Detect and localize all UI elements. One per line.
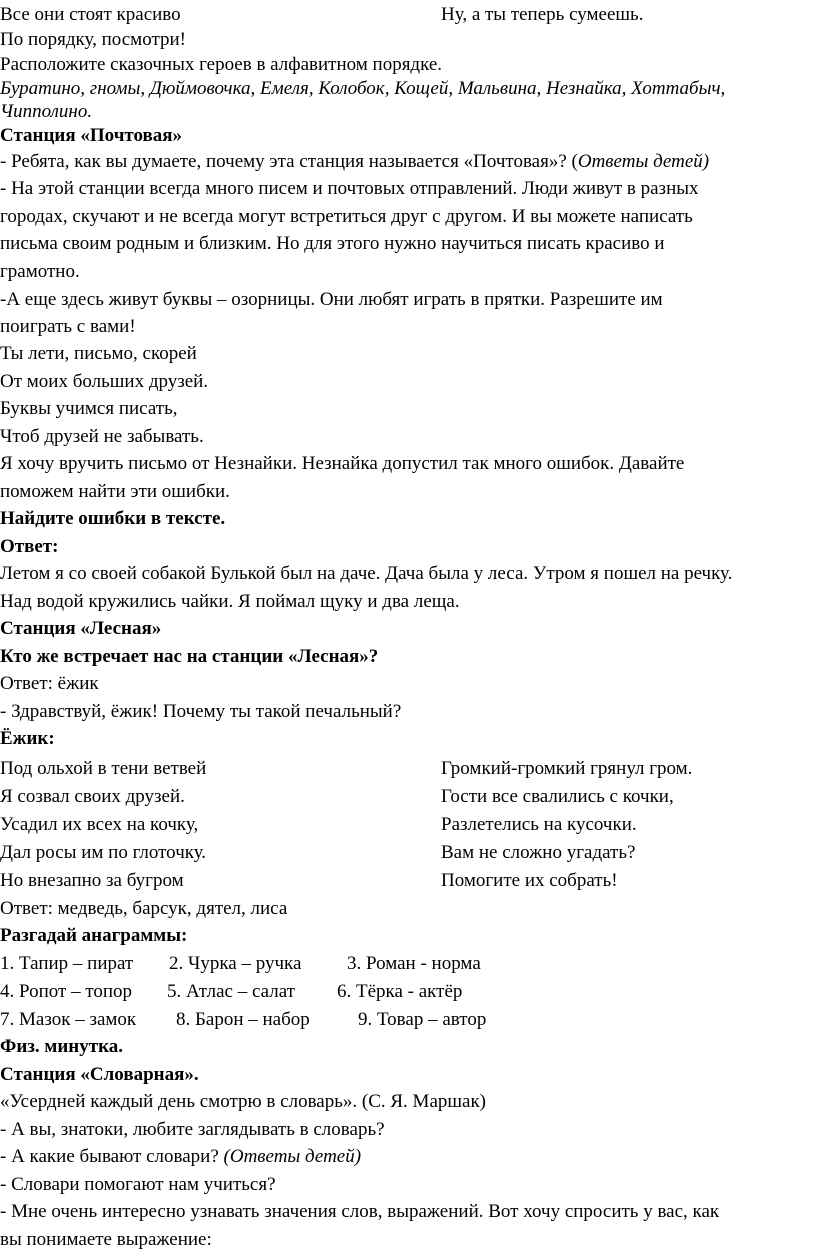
lesnaya-answer: Ответ: ёжик [0, 673, 99, 694]
find-errors-answer-label: Ответ: [0, 536, 59, 557]
hedgehog-poem-right-line-4: Вам не сложно угадать? [441, 842, 636, 863]
anagram-item: 2. Чурка – ручка [169, 953, 302, 974]
slovarnaya-question-2-text: - А какие бывают словари? [0, 1146, 224, 1167]
slovarnaya-paragraph-line-1: - Мне очень интересно узнавать значения слов, выражений. Вот хочу спросить у вас, как [0, 1201, 720, 1222]
hedgehog-poem-left-line-5: Но внезапно за бугром [0, 870, 184, 891]
find-errors-task: Найдите ошибки в тексте. [0, 508, 226, 529]
heroes-list-line-1: Буратино, гномы, Дюймовочка, Емеля, Колобок, Кощей, Мальвина, Незнайка, Хоттабыч, [0, 78, 726, 99]
anagram-item: 3. Роман - норма [347, 953, 481, 974]
station-slovarnaya-heading: Станция «Словарная». [0, 1064, 199, 1085]
lesnaya-greeting: - Здравствуй, ёжик! Почему ты такой печальный? [0, 701, 402, 722]
hedgehog-poem-left-line-2: Я созвал своих друзей. [0, 786, 185, 807]
find-errors-answer-line-1: Летом я со своей собакой Булькой был на даче. Дача была у леса. Утром я пошел на речку. [0, 563, 733, 584]
anagram-item: 5. Атлас – салат [167, 981, 295, 1002]
hedgehog-poem-answer: Ответ: медведь, барсук, дятел, лиса [0, 898, 288, 919]
task-alphabetical: Расположите сказочных героев в алфавитном порядке. [0, 54, 443, 75]
pochtovaya-poem-line-2: От моих больших друзей. [0, 371, 209, 392]
station-pochtovaya-heading: Станция «Почтовая» [0, 125, 183, 146]
anagram-item: 7. Мазок – замок [0, 1009, 137, 1030]
pochtovaya-paragraph-2-line-2: поиграть с вами! [0, 316, 136, 337]
pochtovaya-paragraph-1-line-3: письма своим родным и близким. Но для этого нужно научиться писать красиво и [0, 233, 665, 254]
hedgehog-poem-right-line-2: Гости все свалились с кочки, [441, 786, 674, 807]
poem-top-left-line-2: По порядку, посмотри! [0, 29, 186, 50]
heroes-list-line-2: Чипполино. [0, 101, 93, 122]
pochtovaya-paragraph-3-line-2: поможем найти эти ошибки. [0, 481, 230, 502]
poem-top-left-line-1: Все они стоят красиво [0, 4, 181, 25]
anagram-item: 9. Товар – автор [358, 1009, 487, 1030]
anagram-item: 1. Тапир – пират [0, 953, 134, 974]
hedgehog-poem-right-line-5: Помогите их собрать! [441, 870, 618, 891]
anagram-item: 4. Ропот – топор [0, 981, 133, 1002]
poem-top-right-line: Ну, а ты теперь сумеешь. [441, 4, 644, 25]
pochtovaya-paragraph-1-line-1: - На этой станции всегда много писем и почтовых отправлений. Люди живут в разных [0, 178, 699, 199]
lesnaya-speaker: Ёжик: [0, 728, 55, 749]
slovarnaya-paragraph-line-2: вы понимаете выражение: [0, 1229, 212, 1250]
anagram-item: 6. Тёрка - актёр [337, 981, 463, 1002]
hedgehog-poem-right-line-3: Разлетелись на кусочки. [441, 814, 637, 835]
hedgehog-poem-right-line-1: Громкий-громкий грянул гром. [441, 758, 693, 779]
slovarnaya-question-3: - Словари помогают нам учиться? [0, 1174, 276, 1195]
pochtovaya-paragraph-3-line-1: Я хочу вручить письмо от Незнайки. Незнайка допустил так много ошибок. Давайте [0, 453, 685, 474]
pochtovaya-paragraph-1-line-4: грамотно. [0, 261, 80, 282]
pochtovaya-question-text: - Ребята, как вы думаете, почему эта станция называется «Почтовая»? ( [0, 151, 578, 172]
pochtovaya-paragraph-2-line-1: -А еще здесь живут буквы – озорницы. Они любят играть в прятки. Разрешите им [0, 289, 663, 310]
slovarnaya-question-2-note: (Ответы детей) [223, 1146, 362, 1167]
pochtovaya-question [0, 151, 709, 173]
slovarnaya-question-2 [0, 1146, 361, 1168]
hedgehog-poem-left-line-3: Усадил их всех на кочку, [0, 814, 199, 835]
station-lesnaya-heading: Станция «Лесная» [0, 618, 162, 639]
pochtovaya-poem-line-1: Ты лети, письмо, скорей [0, 343, 197, 364]
slovarnaya-question-1: - А вы, знатоки, любите заглядывать в словарь? [0, 1119, 385, 1140]
lesnaya-question: Кто же встречает нас на станции «Лесная»? [0, 646, 379, 667]
pochtovaya-poem-line-4: Чтоб друзей не забывать. [0, 426, 204, 447]
fizminutka-heading: Физ. минутка. [0, 1036, 123, 1057]
pochtovaya-question-note: Ответы детей) [577, 151, 710, 172]
slovarnaya-quote: «Усердней каждый день смотрю в словарь». (С. Я. Маршак) [0, 1091, 487, 1112]
pochtovaya-paragraph-1-line-2: городах, скучают и не всегда могут встретиться друг с другом. И вы можете написать [0, 206, 693, 227]
anagrams-heading: Разгадай анаграммы: [0, 925, 188, 946]
pochtovaya-poem-line-3: Буквы учимся писать, [0, 398, 178, 419]
hedgehog-poem-left-line-4: Дал росы им по глоточку. [0, 842, 207, 863]
anagram-item: 8. Барон – набор [176, 1009, 310, 1030]
find-errors-answer-line-2: Над водой кружились чайки. Я поймал щуку и два леща. [0, 591, 460, 612]
hedgehog-poem-left-line-1: Под ольхой в тени ветвей [0, 758, 207, 779]
